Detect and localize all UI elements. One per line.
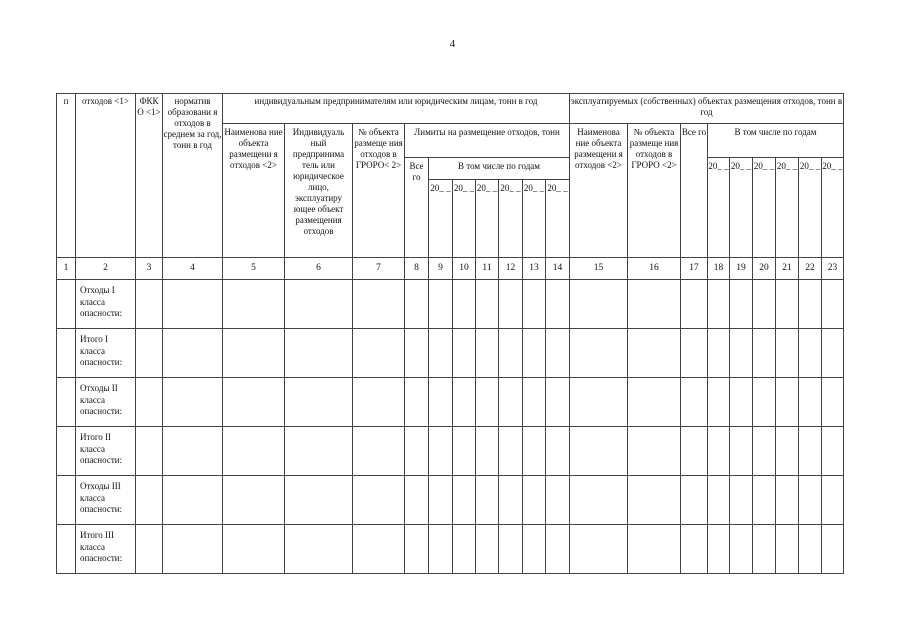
waste-limits-table bbox=[56, 93, 844, 574]
empty-cell bbox=[730, 476, 753, 525]
empty-cell bbox=[476, 280, 499, 329]
table-row bbox=[57, 280, 844, 329]
empty-cell bbox=[499, 427, 523, 476]
empty-cell bbox=[429, 378, 453, 427]
colnum-19: 19 bbox=[730, 258, 753, 280]
empty-cell bbox=[476, 476, 499, 525]
empty-cell bbox=[628, 329, 681, 378]
year-col-19: 20_ _ bbox=[730, 158, 753, 258]
empty-cell bbox=[429, 280, 453, 329]
empty-cell bbox=[546, 427, 570, 476]
empty-cell bbox=[453, 329, 476, 378]
year-col-13: 20_ _ bbox=[523, 180, 546, 258]
empty-cell bbox=[681, 525, 708, 574]
row-label: Отходы II класса опасности: bbox=[76, 378, 136, 427]
page-number: 4 bbox=[449, 38, 456, 50]
header-col-16: № объекта размеще ния отходов в ГРОРО <2> bbox=[628, 124, 681, 258]
header-group-individual: индивидуальным предпринимателям или юридическим лицам, тонн в год bbox=[223, 94, 570, 124]
table-row bbox=[57, 476, 844, 525]
empty-cell bbox=[499, 280, 523, 329]
empty-cell bbox=[681, 476, 708, 525]
empty-cell bbox=[546, 476, 570, 525]
empty-cell bbox=[708, 476, 730, 525]
year-col-18: 20_ _ bbox=[708, 158, 730, 258]
colnum-22: 22 bbox=[799, 258, 822, 280]
colnum-20: 20 bbox=[753, 258, 776, 280]
empty-cell bbox=[223, 427, 285, 476]
empty-cell bbox=[285, 280, 353, 329]
empty-cell bbox=[776, 378, 799, 427]
empty-cell bbox=[753, 280, 776, 329]
empty-cell bbox=[708, 329, 730, 378]
row-label: Итого I класса опасности: bbox=[76, 329, 136, 378]
empty-cell bbox=[570, 427, 628, 476]
colnum-23: 23 bbox=[822, 258, 844, 280]
table-row bbox=[57, 378, 844, 427]
empty-cell bbox=[708, 427, 730, 476]
empty-cell bbox=[57, 476, 76, 525]
colnum-1: 1 bbox=[57, 258, 76, 280]
empty-cell bbox=[753, 525, 776, 574]
empty-cell bbox=[708, 378, 730, 427]
empty-cell bbox=[453, 280, 476, 329]
colnum-10: 10 bbox=[453, 258, 476, 280]
colnum-5: 5 bbox=[223, 258, 285, 280]
empty-cell bbox=[708, 525, 730, 574]
empty-cell bbox=[405, 329, 429, 378]
empty-cell bbox=[681, 427, 708, 476]
header-col-15: Наименова ние объекта размещени я отходов <2> bbox=[570, 124, 628, 258]
empty-cell bbox=[523, 280, 546, 329]
empty-cell bbox=[453, 525, 476, 574]
colnum-12: 12 bbox=[499, 258, 523, 280]
column-numbers-row bbox=[57, 258, 844, 280]
empty-cell bbox=[163, 280, 223, 329]
empty-cell bbox=[799, 427, 822, 476]
empty-cell bbox=[476, 525, 499, 574]
year-col-20: 20_ _ bbox=[753, 158, 776, 258]
colnum-16: 16 bbox=[628, 258, 681, 280]
header-group-own: эксплуатируемых (собственных) объектах размещения отходов, тонн в год bbox=[570, 94, 844, 124]
empty-cell bbox=[453, 427, 476, 476]
empty-cell bbox=[822, 427, 844, 476]
empty-cell bbox=[730, 525, 753, 574]
empty-cell bbox=[546, 329, 570, 378]
header-pn: п bbox=[57, 94, 76, 258]
empty-cell bbox=[405, 476, 429, 525]
colnum-2: 2 bbox=[76, 258, 136, 280]
header-col-7: № объекта размеще ния отходов в ГРОРО< 2> bbox=[353, 124, 405, 258]
empty-cell bbox=[628, 280, 681, 329]
empty-cell bbox=[570, 525, 628, 574]
empty-cell bbox=[628, 427, 681, 476]
empty-cell bbox=[523, 378, 546, 427]
empty-cell bbox=[730, 378, 753, 427]
year-col-22: 20_ _ bbox=[799, 158, 822, 258]
empty-cell bbox=[730, 427, 753, 476]
empty-cell bbox=[799, 525, 822, 574]
empty-cell bbox=[405, 378, 429, 427]
empty-cell bbox=[523, 427, 546, 476]
empty-cell bbox=[163, 329, 223, 378]
empty-cell bbox=[799, 378, 822, 427]
empty-cell bbox=[546, 378, 570, 427]
year-col-12: 20_ _ bbox=[499, 180, 523, 258]
empty-cell bbox=[223, 476, 285, 525]
empty-cell bbox=[681, 280, 708, 329]
colnum-7: 7 bbox=[353, 258, 405, 280]
empty-cell bbox=[499, 378, 523, 427]
row-label: Итого II класса опасности: bbox=[76, 427, 136, 476]
empty-cell bbox=[136, 329, 163, 378]
colnum-11: 11 bbox=[476, 258, 499, 280]
colnum-17: 17 bbox=[681, 258, 708, 280]
empty-cell bbox=[285, 329, 353, 378]
empty-cell bbox=[453, 378, 476, 427]
header-col-8: Все го bbox=[405, 158, 429, 258]
empty-cell bbox=[136, 476, 163, 525]
empty-cell bbox=[57, 280, 76, 329]
header-limits: Лимиты на размещение отходов, тонн bbox=[405, 124, 570, 158]
empty-cell bbox=[405, 525, 429, 574]
header-fkko: ФКК О <1> bbox=[136, 94, 163, 258]
empty-cell bbox=[799, 280, 822, 329]
empty-cell bbox=[136, 427, 163, 476]
empty-cell bbox=[523, 476, 546, 525]
empty-cell bbox=[429, 427, 453, 476]
empty-cell bbox=[628, 378, 681, 427]
empty-cell bbox=[822, 378, 844, 427]
empty-cell bbox=[499, 329, 523, 378]
empty-cell bbox=[136, 378, 163, 427]
empty-cell bbox=[353, 378, 405, 427]
empty-cell bbox=[753, 378, 776, 427]
row-label: Отходы III класса опасности: bbox=[76, 476, 136, 525]
empty-cell bbox=[546, 525, 570, 574]
empty-cell bbox=[163, 525, 223, 574]
colnum-21: 21 bbox=[776, 258, 799, 280]
empty-cell bbox=[405, 427, 429, 476]
header-waste: отходов <1> bbox=[76, 94, 136, 258]
colnum-13: 13 bbox=[523, 258, 546, 280]
empty-cell bbox=[353, 525, 405, 574]
table-row bbox=[57, 525, 844, 574]
year-col-21: 20_ _ bbox=[776, 158, 799, 258]
header-col-17: Все го bbox=[681, 124, 708, 258]
row-label: Итого III класса опасности: bbox=[76, 525, 136, 574]
empty-cell bbox=[730, 329, 753, 378]
empty-cell bbox=[753, 476, 776, 525]
empty-cell bbox=[523, 329, 546, 378]
header-col-5: Наименова ние объекта размещени я отходов <2> bbox=[223, 124, 285, 258]
empty-cell bbox=[285, 427, 353, 476]
empty-cell bbox=[822, 329, 844, 378]
empty-cell bbox=[405, 280, 429, 329]
empty-cell bbox=[136, 280, 163, 329]
empty-cell bbox=[163, 378, 223, 427]
empty-cell bbox=[163, 476, 223, 525]
year-col-11: 20_ _ bbox=[476, 180, 499, 258]
table-row bbox=[57, 427, 844, 476]
empty-cell bbox=[223, 378, 285, 427]
empty-cell bbox=[753, 427, 776, 476]
empty-cell bbox=[822, 525, 844, 574]
empty-cell bbox=[570, 329, 628, 378]
empty-cell bbox=[57, 427, 76, 476]
empty-cell bbox=[353, 476, 405, 525]
header-years: В том числе по годам bbox=[429, 158, 570, 180]
empty-cell bbox=[476, 378, 499, 427]
empty-cell bbox=[523, 525, 546, 574]
empty-cell bbox=[570, 280, 628, 329]
empty-cell bbox=[753, 329, 776, 378]
empty-cell bbox=[353, 280, 405, 329]
empty-cell bbox=[681, 329, 708, 378]
header-years-right: В том числе по годам bbox=[708, 124, 844, 158]
empty-cell bbox=[285, 525, 353, 574]
colnum-6: 6 bbox=[285, 258, 353, 280]
empty-cell bbox=[708, 280, 730, 329]
year-col-23: 20_ _ bbox=[822, 158, 844, 258]
empty-cell bbox=[163, 427, 223, 476]
empty-cell bbox=[429, 476, 453, 525]
empty-cell bbox=[223, 280, 285, 329]
empty-cell bbox=[799, 329, 822, 378]
year-col-10: 20_ _ bbox=[453, 180, 476, 258]
empty-cell bbox=[223, 525, 285, 574]
row-label: Отходы I класса опасности: bbox=[76, 280, 136, 329]
empty-cell bbox=[285, 476, 353, 525]
header-norm: норматив образовани я отходов в среднем за год, тонн в год bbox=[163, 94, 223, 258]
empty-cell bbox=[776, 427, 799, 476]
colnum-8: 8 bbox=[405, 258, 429, 280]
empty-cell bbox=[353, 427, 405, 476]
colnum-18: 18 bbox=[708, 258, 730, 280]
colnum-15: 15 bbox=[570, 258, 628, 280]
empty-cell bbox=[546, 280, 570, 329]
empty-cell bbox=[628, 476, 681, 525]
empty-cell bbox=[57, 378, 76, 427]
empty-cell bbox=[822, 280, 844, 329]
empty-cell bbox=[776, 280, 799, 329]
empty-cell bbox=[570, 476, 628, 525]
empty-cell bbox=[628, 525, 681, 574]
empty-cell bbox=[499, 525, 523, 574]
empty-cell bbox=[476, 427, 499, 476]
empty-cell bbox=[429, 525, 453, 574]
empty-cell bbox=[776, 329, 799, 378]
empty-cell bbox=[476, 329, 499, 378]
header-col-6: Индивидуаль ный предпринима тель или юридическое лицо, эксплуатиру ющее объект размещения отходов bbox=[285, 124, 353, 258]
empty-cell bbox=[223, 329, 285, 378]
empty-cell bbox=[57, 329, 76, 378]
empty-cell bbox=[681, 378, 708, 427]
empty-cell bbox=[453, 476, 476, 525]
table-row bbox=[57, 329, 844, 378]
empty-cell bbox=[353, 329, 405, 378]
colnum-4: 4 bbox=[163, 258, 223, 280]
empty-cell bbox=[776, 525, 799, 574]
colnum-9: 9 bbox=[429, 258, 453, 280]
empty-cell bbox=[429, 329, 453, 378]
empty-cell bbox=[822, 476, 844, 525]
colnum-3: 3 bbox=[136, 258, 163, 280]
colnum-14: 14 bbox=[546, 258, 570, 280]
empty-cell bbox=[136, 525, 163, 574]
empty-cell bbox=[799, 476, 822, 525]
empty-cell bbox=[730, 280, 753, 329]
year-col-9: 20_ _ bbox=[429, 180, 453, 258]
empty-cell bbox=[776, 476, 799, 525]
empty-cell bbox=[570, 378, 628, 427]
empty-cell bbox=[499, 476, 523, 525]
year-col-14: 20_ _ bbox=[546, 180, 570, 258]
empty-cell bbox=[57, 525, 76, 574]
empty-cell bbox=[285, 378, 353, 427]
